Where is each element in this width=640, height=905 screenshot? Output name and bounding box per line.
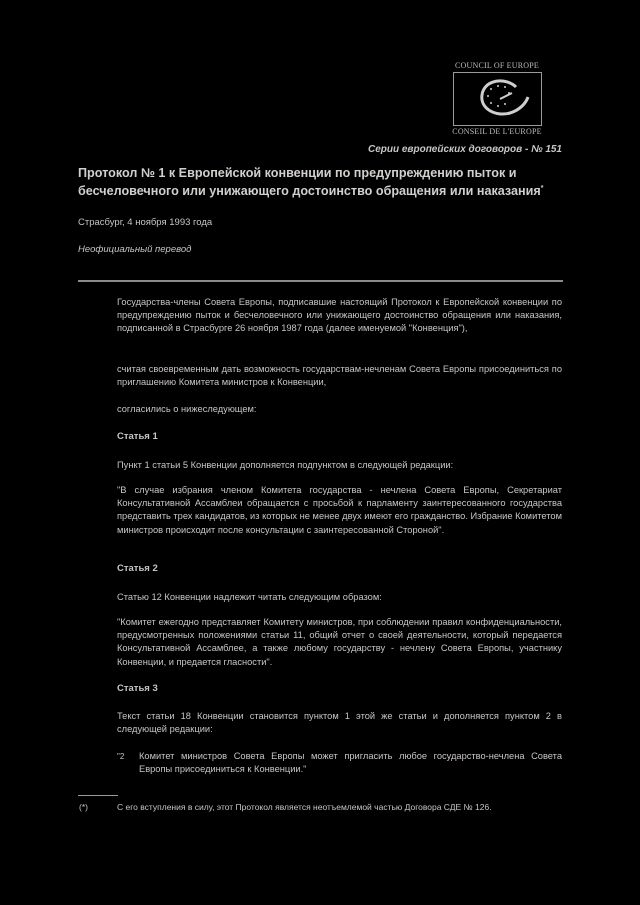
- treaty-series: Серии европейских договоров - № 151: [367, 144, 562, 155]
- article-item-text: Комитет министров Совета Европы может пригласить любое государство-нечлена Совета Европы присоединиться к Конвенции.": [139, 751, 562, 775]
- footnote-divider: [78, 795, 118, 796]
- article-intro: Статью 12 Конвенции надлежит читать следующим образом:: [117, 592, 382, 602]
- footnote-text: С его вступления в силу, этот Протокол является неотъемлемой частью Договора СДЕ № 126.: [117, 802, 492, 812]
- title-text: Протокол № 1 к Европейской конвенции по предупреждению пыток и бесчеловечного или унижающего достоинство обращения или наказания: [78, 166, 541, 199]
- council-of-europe-logo: [453, 72, 542, 126]
- preamble-paragraph: считая своевременным дать возможность государствам-нечленам Совета Европы присоединиться по приглашению Комитета министров к Конвенции,: [117, 364, 562, 388]
- article-heading: Статья 1: [117, 431, 158, 442]
- article-intro: Пункт 1 статьи 5 Конвенции дополняется подпунктом в следующей редакции:: [117, 460, 454, 470]
- article-heading: Статья 3: [117, 683, 158, 694]
- footnote-mark: (*): [79, 802, 88, 812]
- item-number: "2: [117, 752, 125, 761]
- logo-top-text: COUNCIL OF EUROPE: [455, 61, 539, 70]
- preamble-paragraph: согласились о нижеследующем:: [117, 404, 257, 414]
- document-date: Страсбург, 4 ноября 1993 года: [78, 217, 213, 228]
- divider: [78, 280, 563, 282]
- article-text: "Комитет ежегодно представляет Комитету министров, при соблюдении правил конфиденциальности, предусмотренных положениями статьи 11, общий отчет о своей деятельности, который передается Консультативной Ассамблее, а также любому государству - нечлену Совета Европы, участнику Конвенции, и предается гласности".: [117, 617, 562, 667]
- article-text: "В случае избрания членом Комитета государства - нечлена Совета Европы, Секретариат Консультативной Ассамблеи обращается с просьбой к парламенту заинтересованного государства представить трех кандидатов, из которых не менее двух имеют его гражданство. Избрание Комитетом министров происходит после консультации с заинтересованной Стороной".: [117, 485, 562, 535]
- logo-bottom-text: CONSEIL DE L'EUROPE: [452, 127, 542, 136]
- unofficial-translation-note: Неофициальный перевод: [78, 244, 192, 255]
- document-title: [78, 165, 568, 199]
- article-heading: Статья 2: [117, 563, 158, 574]
- article-intro: Текст статьи 18 Конвенции становится пунктом 1 этой же статьи и дополняется пунктом 2 в следующей редакции:: [117, 711, 562, 735]
- logo-emblem-icon: [454, 73, 541, 125]
- preamble-paragraph: Государства-члены Совета Европы, подписавшие настоящий Протокол к Европейской конвенции по предупреждению пыток и бесчеловечного или унижающего достоинство обращения или наказания, подписанной в Страсбурге 26 ноября 1987 года (далее именуемой "Конвенция"),: [117, 297, 562, 334]
- title-footnote-mark: *: [540, 185, 544, 192]
